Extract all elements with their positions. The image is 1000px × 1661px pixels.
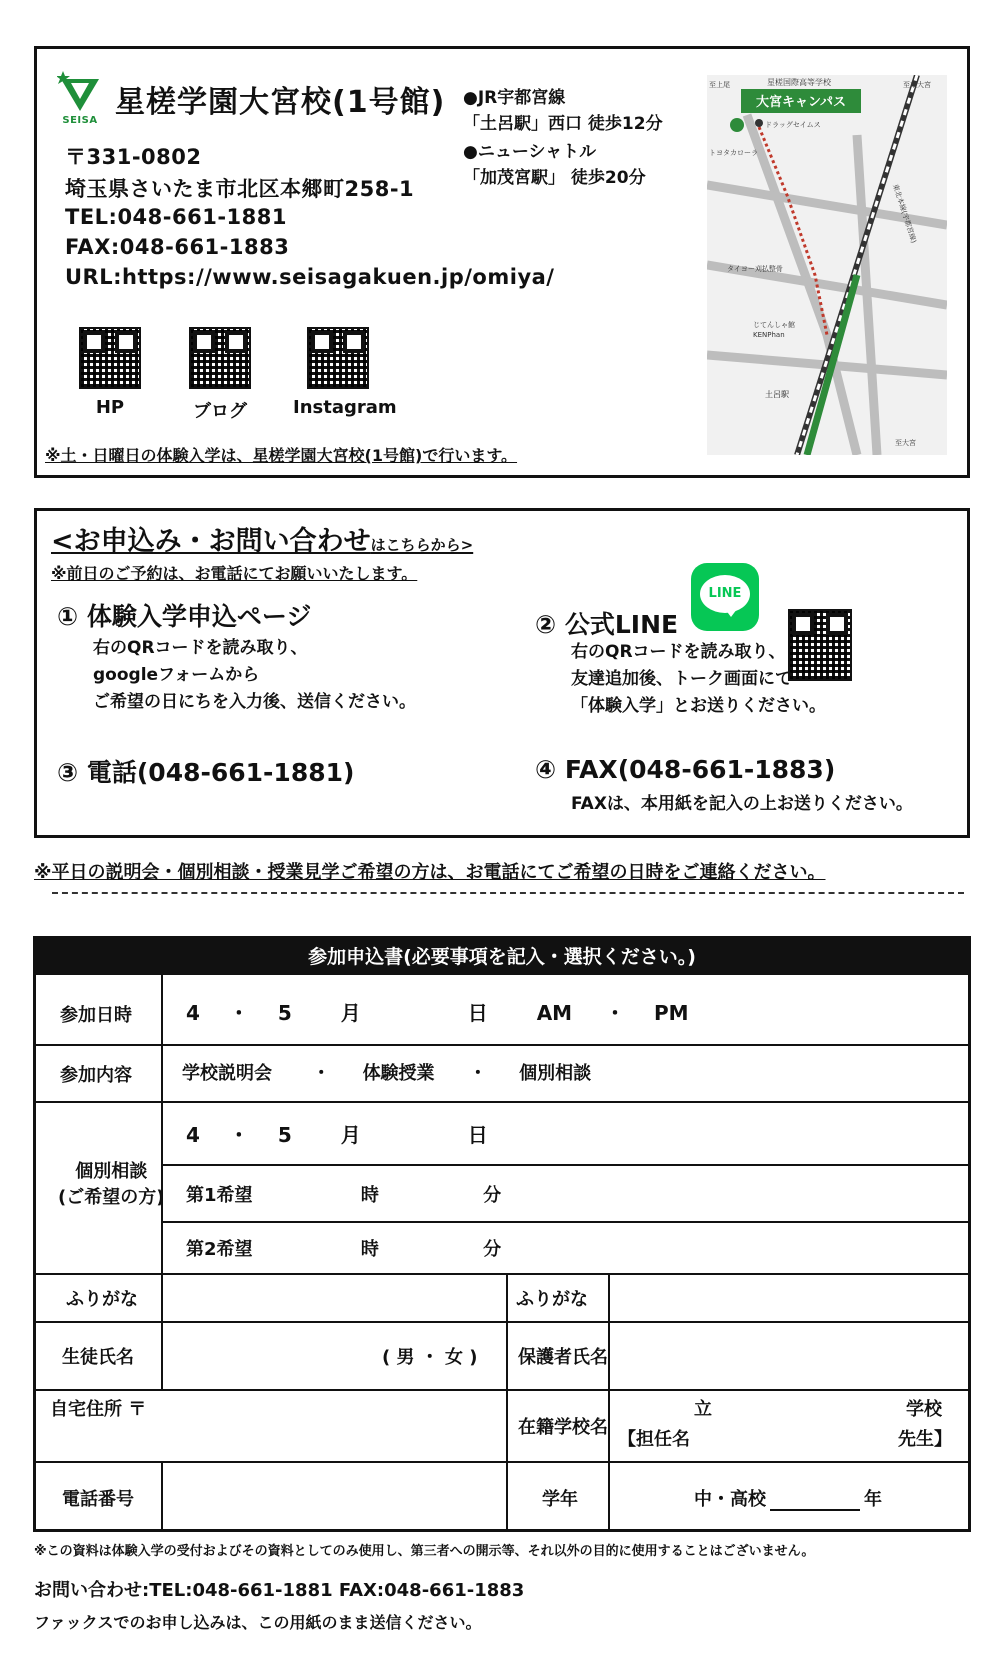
school-name: 星槎学園大宮校(1号館) [115,85,446,120]
consult-label: 個別相談 (ご希望の方) [58,1161,165,1208]
application-form [33,936,971,1532]
choice2-field[interactable]: 第2希望 時 分 [186,1239,502,1260]
access-line: 「土呂駅」西口 徒歩12分 [463,114,663,134]
teacher-open: 【担任名 [618,1429,690,1450]
access-line: 「加茂宮駅」 徒歩20分 [463,168,646,188]
svg-text:KENPhan: KENPhan [753,331,785,339]
svg-text:ドラッグセイムス: ドラッグセイムス [765,121,821,129]
option-desc: 右のQRコードを読み取り、 googleフォームから ご希望の日にちを入力後、送信ください。 [93,638,416,712]
svg-text:トヨタカローラ: トヨタカローラ [709,149,758,157]
svg-text:東北本線(宇都宮線): 東北本線(宇都宮線) [891,183,918,245]
weekend-note: ※土・日曜日の体験入学は、星槎学園大宮校(1号館)で行います。 [45,446,518,465]
qr-hp[interactable]: HP [65,327,155,418]
teacher-close: 先生】 [898,1429,952,1450]
qr-blog[interactable]: ブログ [175,327,265,423]
option-line: ② 公式LINE [535,610,679,639]
content-label: 参加内容 [60,1065,132,1086]
qr-code-icon [189,327,251,389]
option-desc: 右のQRコードを読み取り、 友達追加後、トーク画面にて 「体験入学」とお送りください。 [571,642,826,716]
url-link[interactable]: URL:https://www.seisagakuen.jp/omiya/ [65,265,555,289]
school-name-label: 在籍学校名 [518,1417,608,1438]
contact-panel [34,508,970,838]
line-icon: LINE [691,563,759,631]
address: 埼玉県さいたま市北区本郷町258-1 [65,177,415,201]
access-map [707,75,947,455]
access-line: ●JR宇都宮線 [463,88,566,108]
option-phone: ③ 電話(048-661-1881) [57,758,355,787]
qr-instagram[interactable]: Instagram [293,327,383,418]
student-furigana-label: ふりがな [66,1289,138,1310]
form-title: 参加申込書(必要事項を記入・選択ください。) [36,939,968,975]
svg-text:タイヨー刈払整骨: タイヨー刈払整骨 [727,265,783,273]
svg-text:土呂駅: 土呂駅 [765,390,789,399]
svg-text:じてんしゃ館: じてんしゃ館 [753,321,795,329]
grade-field[interactable]: 中・高校 年 [694,1489,882,1510]
svg-text:大宮キャンパス: 大宮キャンパス [755,95,847,110]
guardian-name-label: 保護者氏名 [518,1347,608,1368]
gender-select[interactable]: ( 男 ・ 女 ) [382,1347,478,1368]
weekday-note: ※平日の説明会・個別相談・授業見学ご希望の方は、お電話にてご希望の日時をご連絡ください。 [34,862,826,883]
fax-note: ファックスでのお申し込みは、この用紙のまま送信ください。 [34,1613,482,1632]
privacy-note: ※この資料は体験入学の受付およびその資料としてのみ使用し、第三者への開示等、それ以外の目的に使用することはございません。 [34,1544,815,1559]
guardian-furigana-label: ふりがな [516,1289,588,1310]
svg-text:至上尾: 至上尾 [709,81,730,89]
choice1-field[interactable]: 第1希望 時 分 [186,1185,502,1206]
svg-text:至大宮: 至大宮 [895,439,916,447]
inquiry-line: お問い合わせ:TEL:048-661-1881 FAX:048-661-1883 [34,1580,525,1601]
consult-date-field[interactable]: 4 ・ 5 月 日 [186,1123,488,1147]
guardian-furigana-field[interactable] [611,1275,969,1319]
address-field[interactable] [46,1419,502,1459]
contact-heading: <お申込み・お問い合わせはこちらから> [51,526,474,557]
content-options[interactable]: 学校説明会 ・ 体験授業 ・ 個別相談 [182,1063,592,1084]
reservation-note: ※前日のご予約は、お電話にてお願いいたします。 [51,564,418,583]
tel: TEL:048-661-1881 [65,205,287,229]
guardian-name-field[interactable] [611,1323,969,1387]
school-gakko: 学校 [906,1399,942,1420]
cut-line [52,892,964,894]
student-furigana-field[interactable] [164,1275,504,1319]
option-web-form: ① 体験入学申込ページ [57,602,312,631]
phone-label: 電話番号 [62,1489,134,1510]
option-desc: FAXは、本用紙を記入の上お送りください。 [571,794,913,814]
option-fax: ④ FAX(048-661-1883) [535,755,836,784]
postal-code: 〒331-0802 [65,145,202,169]
date-field[interactable]: 4 ・ 5 月 日 AM ・ PM [186,1001,689,1025]
student-name-label: 生徒氏名 [62,1347,134,1368]
svg-text:至東大宮: 至東大宮 [903,81,931,89]
qr-code-icon [79,327,141,389]
seisa-logo: SEISA [57,69,103,129]
date-label: 参加日時 [60,1005,132,1026]
qr-code-icon [307,327,369,389]
school-ritsu: 立 [694,1399,712,1420]
address-label: 自宅住所 〒 [50,1399,147,1420]
svg-text:星槎国際高等学校: 星槎国際高等学校 [767,78,831,87]
grade-label: 学年 [542,1489,578,1510]
school-info-panel [34,46,970,478]
fax: FAX:048-661-1883 [65,235,290,259]
phone-field[interactable] [164,1463,504,1529]
access-line: ●ニューシャトル [463,142,597,162]
